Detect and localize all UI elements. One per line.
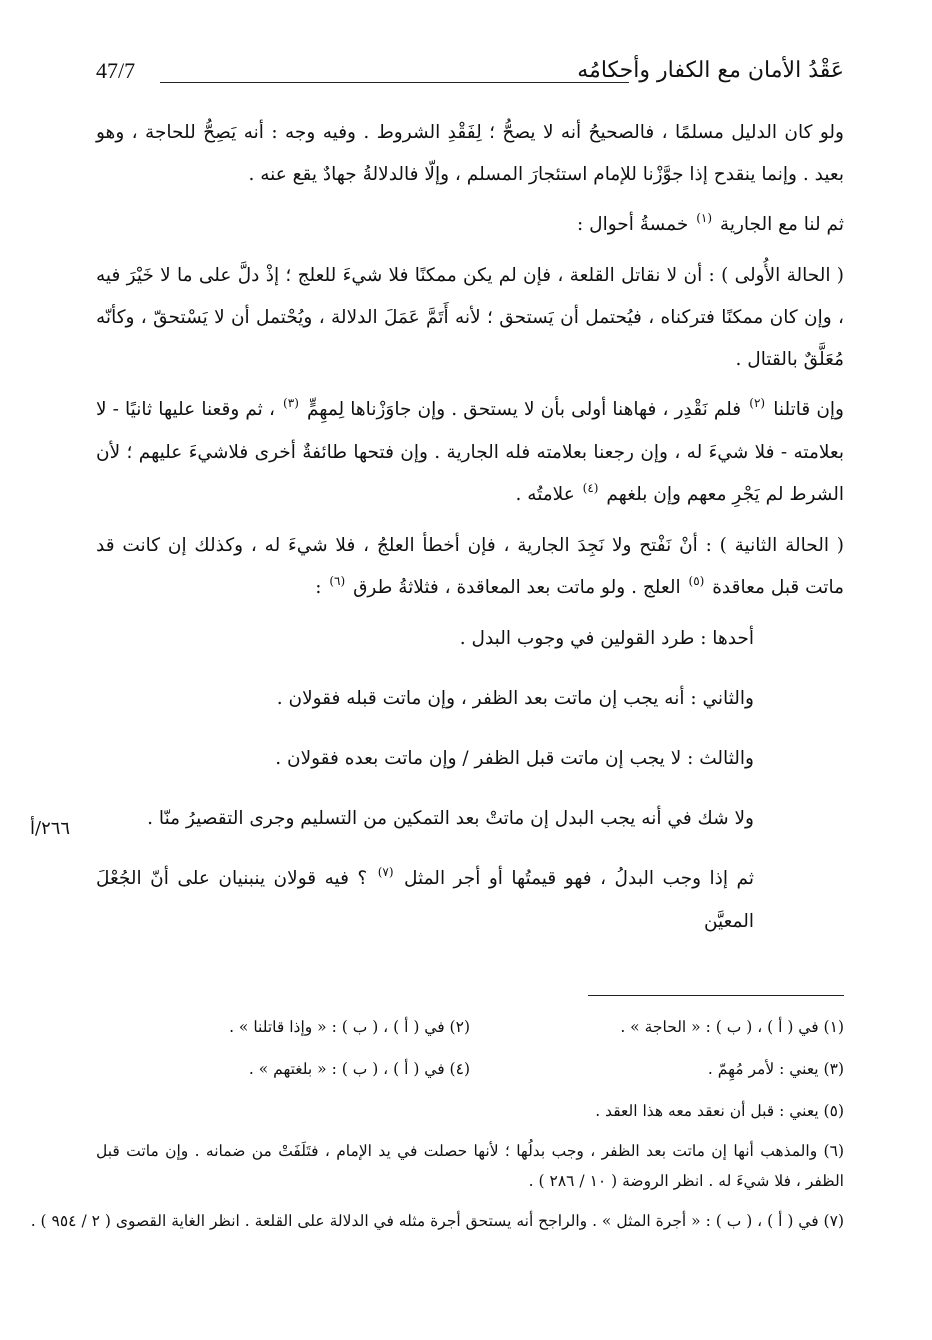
paragraph-7-text-b: ؟ فيه قولان ينبنيان على أنّ الجُعْلَ المعيَّن (96, 868, 754, 932)
paragraph-4-text-d: علامتُه . (515, 484, 575, 505)
paragraph-6: ولا شك في أنه يجب البدل إن ماتتْ بعد التمكين من التسليم وجرى التقصيرُ منّا . (147, 808, 754, 829)
manuscript-folio-note: ٢٦٦/أ (30, 818, 71, 839)
footnote-3: (٣) يعني : لأمر مُهِمّ . (707, 1060, 844, 1078)
paragraph-2-text-a: ثم لنا مع الجارية (719, 214, 844, 235)
main-text (96, 112, 844, 943)
paragraph-7 (96, 858, 844, 943)
header-rule (160, 82, 629, 83)
paragraph-4-text-c: ، ثم وقعنا عليها ثانيًا - لا بعلامته - فلا شيءَ له ، وإن رجعنا بعلامته فله الجارية . وإن فتحها طائفةٌ أخرى فلاشيءَ عليهم ؛ لأن الشرط لم يَجْرِ معهم وإن بلغهم (96, 399, 844, 505)
paragraph-5-text-a: ( الحالة الثانية ) : أنْ نَفْتح ولا نَجِدَ الجارية ، فإن أخطأ العلجُ ، فلا شيءَ له ، وكذلك إن كانت قد ماتت قبل معاقدة (96, 535, 844, 598)
footnotes (30, 1012, 844, 1246)
footnote-5: (٥) يعني : قبل أن نعقد معه هذا العقد . (595, 1102, 844, 1120)
footnote-ref-3: (٣) (283, 396, 299, 410)
footnote-separator (588, 995, 844, 996)
list-item-2: والثاني : أنه يجب إن ماتت بعد الظفر ، وإن ماتت قبله فقولان . (276, 688, 754, 709)
footnote-6: (٦) والمذهب أنها إن ماتت بعد الظفر ، وجب بدلُها ؛ لأنها حصلت في يد الإمام ، فتَلَفَتْ من ضمانه . وإن ماتت قبل الظفر ، فلا شيءَ له . انظر الروضة ( ١٠ / ٢٨٦ ) . (96, 1142, 844, 1190)
footnote-row-2 (96, 1054, 844, 1084)
paragraph-2 (96, 204, 844, 247)
paragraph-1: ولو كان الدليل مسلمًا ، فالصحيحُ أنه لا يصحُّ ؛ لِفَقْدِ الشروط . وفيه وجه : أنه يَصِحُّ للحاجة ، وهو بعيد . وإنما ينقدح إذا جوَّزْنا للإمام استئجارَ المسلم ، وإلّا فالدلالةُ جهادٌ يقع عنه . (96, 122, 844, 185)
footnote-ref-6: (٦) (329, 574, 346, 588)
running-title: عَقْدُ الأمان مع الكفار وأحكامُه (577, 58, 844, 83)
footnote-row-1 (96, 1012, 844, 1042)
list-item-3: والثالث : لا يجب إن ماتت قبل الظفر / وإن ماتت بعده فقولان . (275, 748, 754, 769)
footnote-ref-5: (٥) (688, 574, 705, 588)
page-number: 47/7 (96, 58, 136, 83)
paragraph-4-text-a: وإن قاتلنا (773, 399, 844, 420)
paragraph-7-text-a: ثم إذا وجب البدلُ ، فهو قيمتُها أو أجر المثل (404, 868, 754, 889)
footnote-2: (٢) في ( أ ) ، ( ب ) : « وإذا قاتلنا » . (229, 1018, 470, 1036)
running-header (96, 56, 844, 96)
paragraph-4-text-b: فلم نَقْدِر ، فهاهنا أولى بأن لا يستحق . وإن جاوَزْناها لِمهِمٍّ (307, 399, 742, 420)
paragraph-2-text-b: خمسةُ أحوال : (577, 214, 689, 235)
footnote-ref-7: (٧) (377, 865, 394, 879)
list-item-1: أحدها : طرد القولين في وجوب البدل . (459, 628, 754, 649)
paragraph-second-case (96, 525, 844, 610)
footnote-ref-4: (٤) (582, 481, 599, 495)
paragraph-5-text-c: : (315, 577, 322, 598)
footnote-ref-2: (٢) (749, 396, 766, 410)
footnote-4: (٤) في ( أ ) ، ( ب ) : « بلغتهم » . (248, 1060, 470, 1078)
footnote-7: (٧) في ( أ ) ، ( ب ) : « أجرة المثل » . والراجح أنه يستحق أجرة مثله في الدلالة على القلعة . انظر الغاية القصوى ( ٢ / ٩٥٤ ) . (30, 1212, 844, 1230)
paragraph-first-case: ( الحالة الأُولى ) : أن لا نقاتل القلعة ، فإن لم يكن ممكنًا فلا شيءَ للعلج ؛ إذْ دلَّ على ما لا خَيْرَ فيه ، وإن كان ممكنًا فتركناه ، فيُحتمل أن يَستحق ؛ لأنه أَتَمَّ عَمَلَ الدلالة ، ويُحْتمل أن لا يَسْتحقّ ، وكأنّه مُعَلَّقٌ بالقتال . (96, 265, 844, 370)
paragraph-4 (96, 389, 844, 517)
footnote-ref-1: (١) (696, 211, 713, 225)
footnote-1: (١) في ( أ ) ، ( ب ) : « الحاجة » . (620, 1018, 844, 1036)
paragraph-5-text-b: العلج . ولو ماتت بعد المعاقدة ، فثلاثةُ طرق (353, 577, 681, 598)
